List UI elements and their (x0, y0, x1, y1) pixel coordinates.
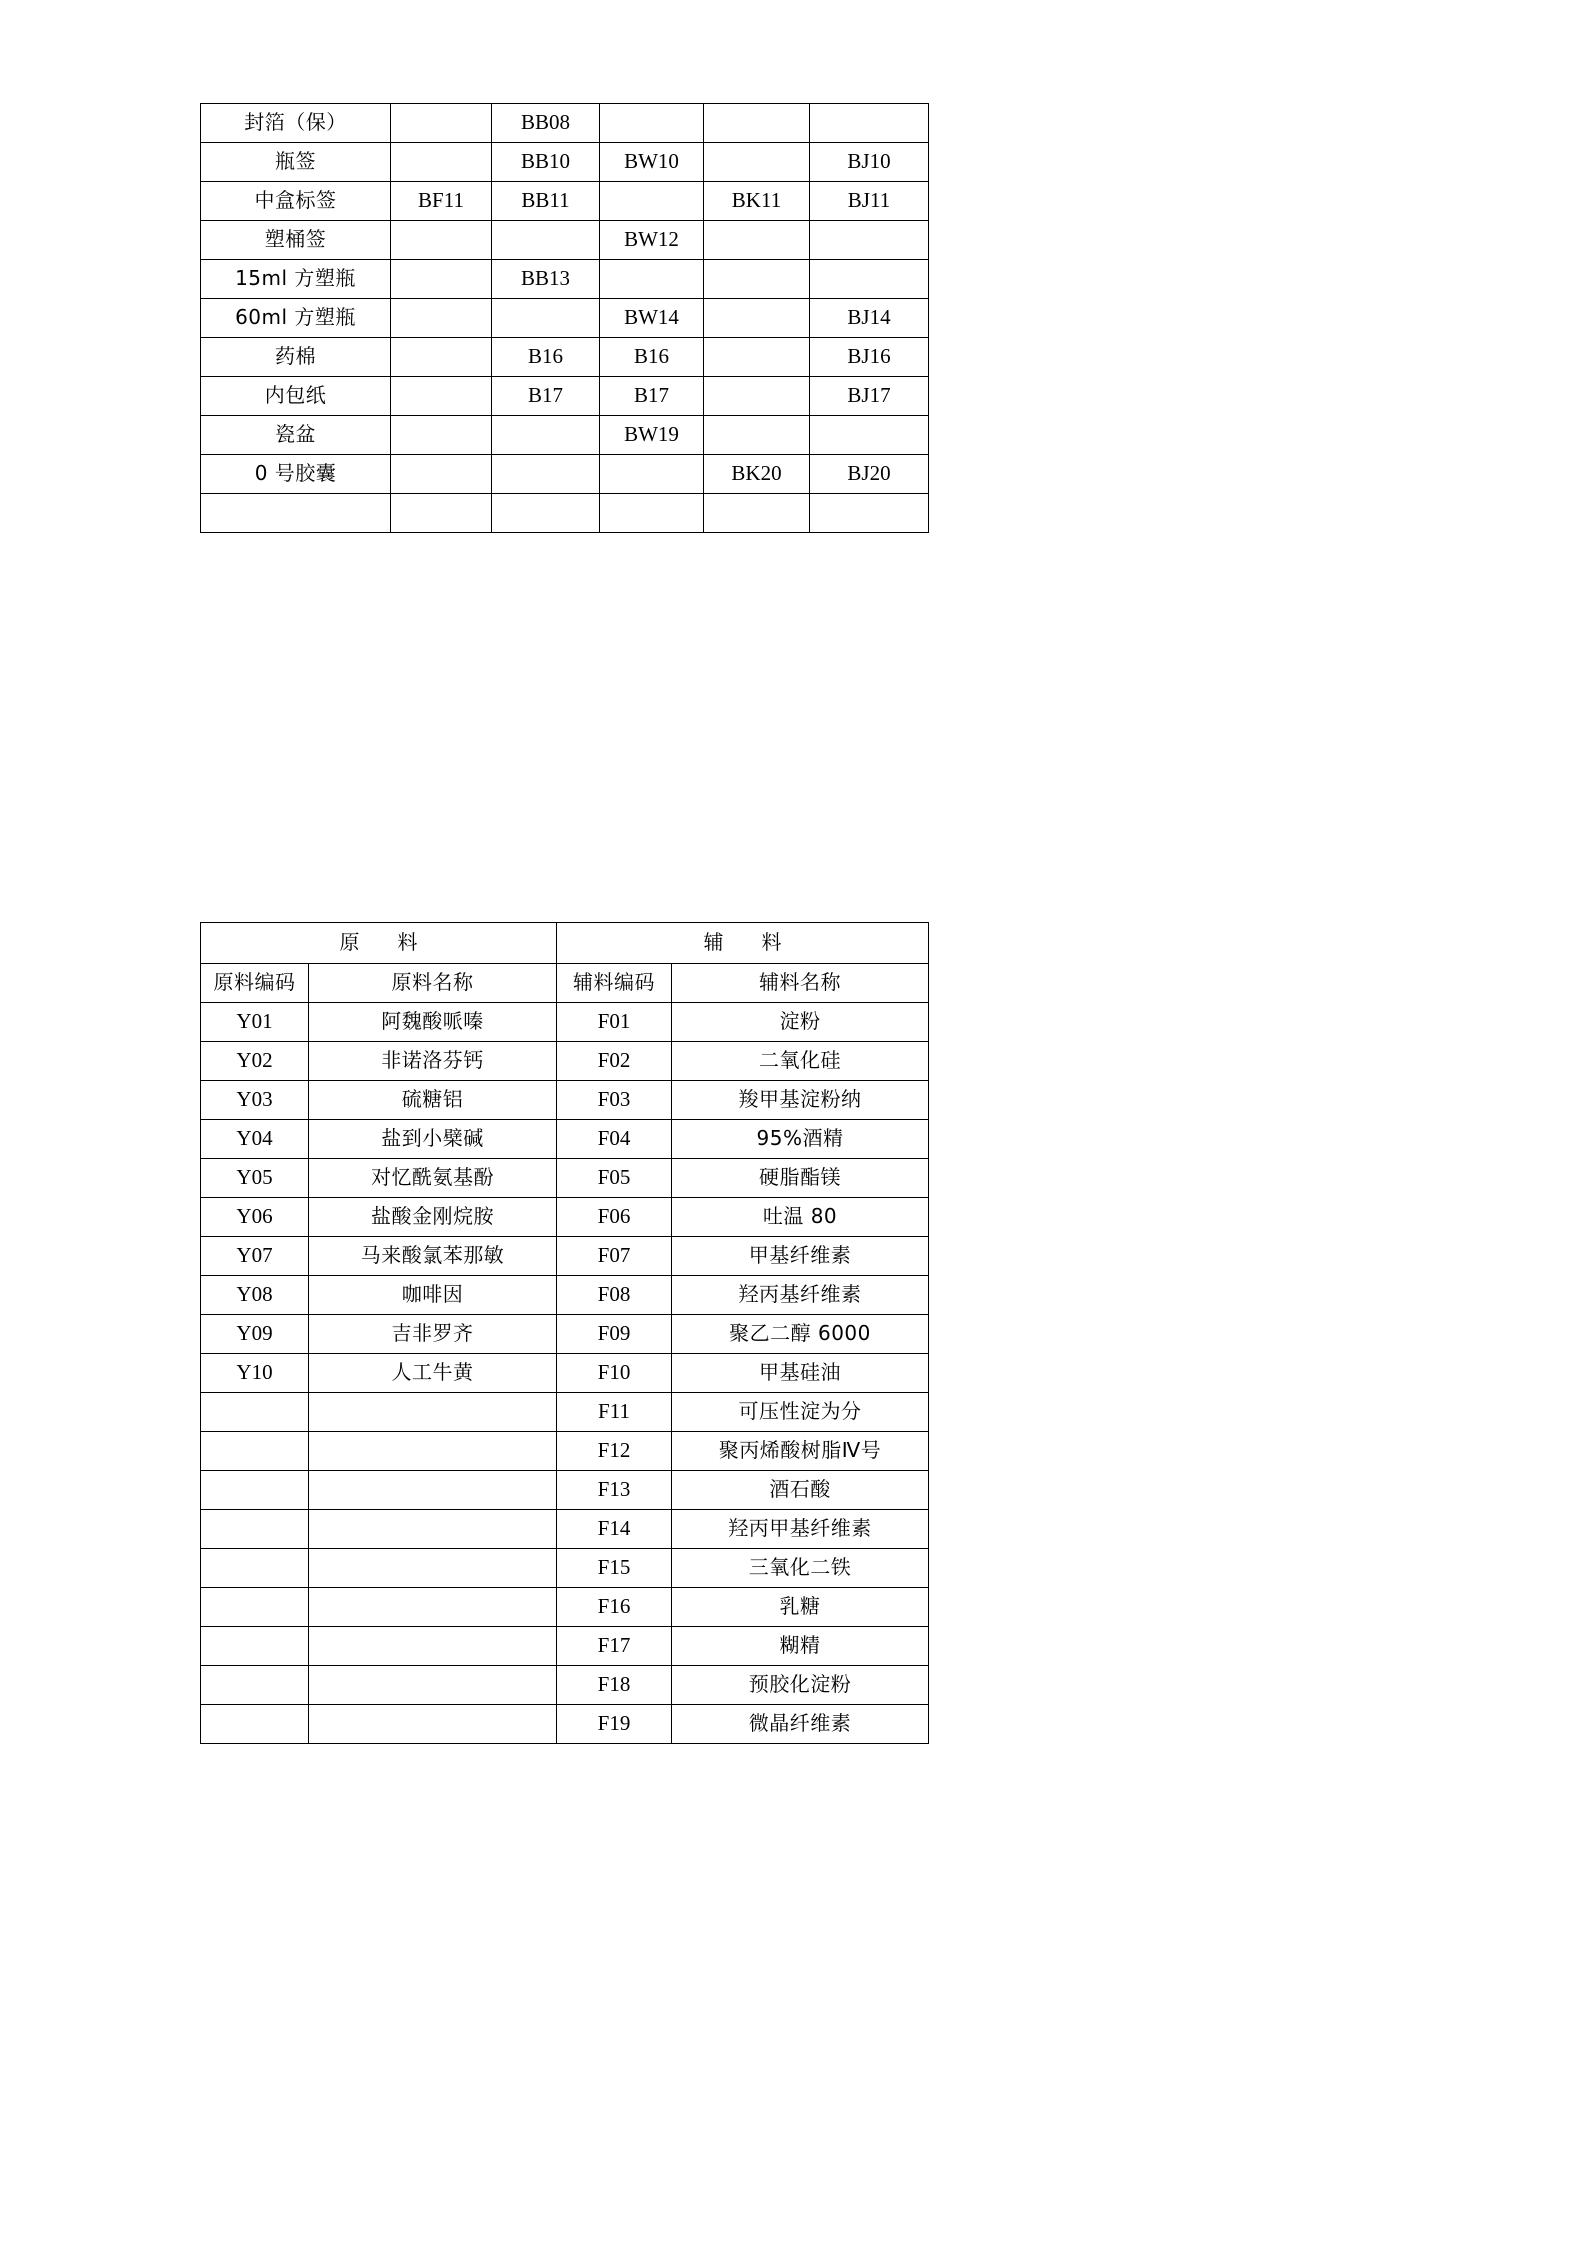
code-bb-text: BB13 (520, 266, 570, 291)
cell-material-name (201, 377, 391, 416)
raw-name-text: 阿魏酸哌嗪 (381, 1008, 484, 1033)
aux-name-text: 硬脂酯镁 (759, 1164, 841, 1189)
cell-aux-name (672, 1549, 929, 1588)
table-row (201, 416, 929, 455)
cell-code-bj (810, 182, 929, 221)
cell-code-bf (391, 416, 492, 455)
code-bj-text: BJ17 (847, 383, 891, 408)
cell-raw-name (309, 1120, 557, 1159)
material-name-text: 药棉 (275, 343, 316, 368)
cell-code-bk (704, 182, 810, 221)
cell-aux-name (672, 1588, 929, 1627)
cell-code-bj (810, 104, 929, 143)
raw-name-text: 对忆酰氨基酚 (371, 1164, 494, 1189)
aux-code-text: F06 (597, 1204, 631, 1229)
code-bw-text: BW19 (624, 422, 679, 447)
raw-code-text: Y07 (236, 1243, 273, 1268)
cell-material-name (201, 182, 391, 221)
cell-aux-name (672, 1159, 929, 1198)
column-header-aux-name-label: 辅料名称 (759, 969, 841, 994)
cell-code-bf (391, 299, 492, 338)
cell-aux-name (672, 1666, 929, 1705)
aux-name-text: 微晶纤维素 (748, 1710, 852, 1735)
cell-code-bb (492, 416, 600, 455)
cell-aux-name (672, 1510, 929, 1549)
table-row (201, 1549, 929, 1588)
cell-code-bj (810, 221, 929, 260)
cell-aux-code (557, 1393, 672, 1432)
table-row (201, 1510, 929, 1549)
raw-name-text: 吉非罗齐 (391, 1320, 474, 1345)
cell-raw-code (201, 1393, 309, 1432)
table-row (201, 1432, 929, 1471)
cell-aux-name (672, 1198, 929, 1237)
aux-code-text: F08 (597, 1282, 631, 1307)
cell-raw-code (201, 1003, 309, 1042)
aux-name-text: 可压性淀为分 (738, 1398, 862, 1423)
table-row (201, 104, 929, 143)
table-row (201, 1042, 929, 1081)
cell-raw-code (201, 1588, 309, 1627)
cell-aux-code (557, 1666, 672, 1705)
cell-raw-name (309, 1276, 557, 1315)
cell-aux-code (557, 1315, 672, 1354)
packaging-material-codes-table (200, 103, 928, 533)
raw-name-text: 咖啡因 (401, 1281, 464, 1306)
raw-name-text: 非诺洛芬钙 (381, 1047, 484, 1072)
aux-code-text: F18 (597, 1672, 631, 1697)
cell-material-name (201, 494, 391, 533)
cell-raw-name (309, 1666, 557, 1705)
aux-name-text: 预胶化淀粉 (748, 1671, 852, 1696)
raw-name-text: 盐酸金刚烷胺 (371, 1203, 494, 1228)
cell-code-bb (492, 104, 600, 143)
cell-code-bw (600, 260, 704, 299)
cell-aux-name (672, 1627, 929, 1666)
cell-code-bj (810, 416, 929, 455)
aux-code-text: F17 (597, 1633, 631, 1658)
cell-code-bw (600, 104, 704, 143)
cell-aux-code (557, 1549, 672, 1588)
cell-code-bb (492, 338, 600, 377)
aux-name-text: 吐温 80 (762, 1203, 838, 1228)
aux-code-text: F05 (597, 1165, 631, 1190)
table-row (201, 1588, 929, 1627)
column-header-aux-code (557, 964, 672, 1003)
raw-name-text: 马来酸氯苯那敏 (360, 1242, 505, 1267)
aux-code-text: F07 (597, 1243, 631, 1268)
aux-code-text: F16 (597, 1594, 631, 1619)
aux-code-text: F15 (597, 1555, 631, 1580)
group-header-auxiliary (557, 923, 929, 964)
material-name-text: 中盒标签 (254, 187, 337, 212)
cell-material-name (201, 455, 391, 494)
cell-raw-code (201, 1198, 309, 1237)
material-name-text: 15ml 方塑瓶 (235, 265, 356, 290)
group-header-auxiliary-label: 辅 料 (703, 929, 791, 954)
code-bw-text: BW10 (624, 149, 679, 174)
code-bj-text: BJ11 (847, 188, 891, 213)
table-group-header-row (201, 923, 929, 964)
cell-code-bf (391, 143, 492, 182)
cell-code-bf (391, 377, 492, 416)
cell-raw-code (201, 1276, 309, 1315)
cell-raw-name (309, 1510, 557, 1549)
table-row (201, 1705, 929, 1744)
cell-raw-name (309, 1198, 557, 1237)
table-row (201, 1666, 929, 1705)
cell-material-name (201, 416, 391, 455)
table-row (201, 143, 929, 182)
cell-raw-name (309, 1354, 557, 1393)
table-row (201, 182, 929, 221)
table-row (201, 338, 929, 377)
cell-code-bw (600, 494, 704, 533)
cell-code-bf (391, 182, 492, 221)
table-row (201, 377, 929, 416)
table-row (201, 260, 929, 299)
cell-raw-code (201, 1432, 309, 1471)
raw-code-text: Y02 (236, 1048, 273, 1073)
aux-name-text: 酒石酸 (769, 1476, 831, 1501)
table-row (201, 1315, 929, 1354)
table-row (201, 1198, 929, 1237)
cell-aux-name (672, 1120, 929, 1159)
column-header-raw-name-label: 原料名称 (391, 969, 474, 994)
aux-name-text: 淀粉 (779, 1008, 821, 1033)
code-bj-text: BJ20 (847, 461, 891, 486)
raw-code-text: Y06 (236, 1204, 273, 1229)
aux-name-text: 乳糖 (779, 1593, 821, 1618)
cell-aux-code (557, 1705, 672, 1744)
table-row (201, 299, 929, 338)
cell-aux-name (672, 1315, 929, 1354)
cell-code-bb (492, 377, 600, 416)
cell-raw-code (201, 1042, 309, 1081)
cell-code-bj (810, 377, 929, 416)
cell-raw-name (309, 1393, 557, 1432)
cell-raw-code (201, 1471, 309, 1510)
aux-code-text: F04 (597, 1126, 631, 1151)
cell-raw-name (309, 1042, 557, 1081)
cell-raw-name (309, 1237, 557, 1276)
aux-code-text: F14 (597, 1516, 631, 1541)
cell-aux-name (672, 1276, 929, 1315)
cell-code-bf (391, 338, 492, 377)
cell-aux-code (557, 1588, 672, 1627)
raw-and-auxiliary-materials-table (200, 922, 928, 1744)
cell-raw-code (201, 1159, 309, 1198)
cell-aux-name (672, 1432, 929, 1471)
aux-name-text: 二氧化硅 (759, 1047, 841, 1072)
cell-aux-name (672, 1471, 929, 1510)
code-bj-text: BJ10 (847, 149, 891, 174)
table-row (201, 1120, 929, 1159)
cell-aux-code (557, 1276, 672, 1315)
raw-code-text: Y01 (236, 1009, 273, 1034)
code-bk-text: BK11 (731, 188, 782, 213)
cell-raw-name (309, 1315, 557, 1354)
code-bw-text: BW14 (624, 305, 679, 330)
code-bb-text: BB11 (521, 188, 570, 213)
cell-raw-code (201, 1315, 309, 1354)
cell-code-bk (704, 494, 810, 533)
cell-raw-name (309, 1159, 557, 1198)
cell-aux-name (672, 1042, 929, 1081)
cell-aux-code (557, 1198, 672, 1237)
cell-code-bw (600, 182, 704, 221)
material-name-text: 60ml 方塑瓶 (235, 304, 356, 329)
aux-name-text: 甲基硅油 (759, 1359, 841, 1384)
cell-code-bj (810, 299, 929, 338)
cell-material-name (201, 260, 391, 299)
table-row (201, 1159, 929, 1198)
cell-code-bj (810, 143, 929, 182)
cell-code-bw (600, 416, 704, 455)
material-name-text: 塑桶签 (264, 226, 327, 251)
cell-aux-name (672, 1705, 929, 1744)
table-row (201, 1081, 929, 1120)
cell-aux-code (557, 1159, 672, 1198)
cell-raw-name (309, 1081, 557, 1120)
cell-code-bw (600, 299, 704, 338)
raw-name-text: 人工牛黄 (391, 1359, 474, 1384)
cell-code-bb (492, 143, 600, 182)
table-row (201, 221, 929, 260)
cell-material-name (201, 104, 391, 143)
cell-code-bk (704, 377, 810, 416)
aux-name-text: 羟丙甲基纤维素 (728, 1515, 872, 1540)
code-bj-text: BJ14 (847, 305, 891, 330)
material-name-text: 0 号胶囊 (254, 460, 337, 485)
aux-code-text: F03 (597, 1087, 631, 1112)
column-header-raw-code (201, 964, 309, 1003)
cell-aux-name (672, 1003, 929, 1042)
code-bb-text: BB10 (520, 149, 570, 174)
table-column-header-row (201, 964, 929, 1003)
column-header-aux-code-label: 辅料编码 (573, 969, 655, 994)
cell-aux-name (672, 1393, 929, 1432)
aux-code-text: F13 (597, 1477, 631, 1502)
cell-code-bb (492, 221, 600, 260)
cell-code-bb (492, 299, 600, 338)
aux-code-text: F01 (597, 1009, 631, 1034)
code-bj-text: BJ16 (847, 344, 891, 369)
aux-name-text: 95%酒精 (756, 1125, 844, 1150)
cell-raw-code (201, 1237, 309, 1276)
cell-code-bf (391, 455, 492, 494)
cell-code-bw (600, 221, 704, 260)
raw-code-text: Y04 (236, 1126, 273, 1151)
cell-raw-code (201, 1354, 309, 1393)
aux-name-text: 三氧化二铁 (748, 1554, 852, 1579)
table-row (201, 1393, 929, 1432)
cell-aux-code (557, 1003, 672, 1042)
cell-code-bk (704, 455, 810, 494)
group-header-raw (201, 923, 557, 964)
cell-aux-code (557, 1120, 672, 1159)
cell-aux-code (557, 1237, 672, 1276)
aux-name-text: 糊精 (779, 1632, 821, 1657)
cell-aux-name (672, 1237, 929, 1276)
cell-code-bk (704, 299, 810, 338)
cell-aux-code (557, 1354, 672, 1393)
code-bw-text: B16 (633, 344, 669, 369)
aux-code-text: F09 (597, 1321, 631, 1346)
cell-raw-code (201, 1666, 309, 1705)
raw-code-text: Y08 (236, 1282, 273, 1307)
raw-code-text: Y10 (236, 1360, 273, 1385)
code-bb-text: B17 (527, 383, 563, 408)
cell-raw-name (309, 1588, 557, 1627)
cell-code-bb (492, 260, 600, 299)
table-row (201, 494, 929, 533)
raw-name-text: 盐到小檗碱 (381, 1125, 484, 1150)
cell-code-bf (391, 104, 492, 143)
cell-code-bf (391, 221, 492, 260)
code-bw-text: B17 (633, 383, 669, 408)
aux-code-text: F10 (597, 1360, 631, 1385)
cell-code-bb (492, 494, 600, 533)
table-row (201, 1354, 929, 1393)
cell-raw-name (309, 1432, 557, 1471)
cell-raw-code (201, 1510, 309, 1549)
material-name-text: 瓶签 (275, 148, 316, 173)
cell-raw-name (309, 1627, 557, 1666)
cell-aux-code (557, 1510, 672, 1549)
material-name-text: 瓷盆 (275, 421, 316, 446)
cell-code-bj (810, 455, 929, 494)
code-bw-text: BW12 (624, 227, 679, 252)
cell-code-bw (600, 143, 704, 182)
table-row (201, 455, 929, 494)
cell-code-bw (600, 338, 704, 377)
aux-name-text: 羟丙基纤维素 (738, 1281, 862, 1306)
table-row (201, 1003, 929, 1042)
aux-name-text: 羧甲基淀粉纳 (738, 1086, 862, 1111)
cell-raw-code (201, 1705, 309, 1744)
code-bf-text: BF11 (418, 188, 464, 213)
cell-code-bw (600, 455, 704, 494)
table-row (201, 1471, 929, 1510)
cell-raw-code (201, 1081, 309, 1120)
cell-code-bk (704, 221, 810, 260)
cell-code-bj (810, 338, 929, 377)
aux-code-text: F19 (597, 1711, 631, 1736)
cell-code-bf (391, 260, 492, 299)
aux-name-text: 甲基纤维素 (748, 1242, 852, 1267)
cell-material-name (201, 221, 391, 260)
cell-aux-code (557, 1081, 672, 1120)
aux-code-text: F11 (598, 1399, 630, 1424)
cell-material-name (201, 143, 391, 182)
material-name-text: 封箔（保） (244, 109, 347, 134)
cell-raw-name (309, 1705, 557, 1744)
cell-raw-code (201, 1120, 309, 1159)
raw-name-text: 硫糖铝 (401, 1086, 464, 1111)
cell-material-name (201, 299, 391, 338)
cell-code-bj (810, 260, 929, 299)
cell-aux-code (557, 1471, 672, 1510)
cell-raw-name (309, 1003, 557, 1042)
table-row (201, 1627, 929, 1666)
cell-code-bf (391, 494, 492, 533)
code-bk-text: BK20 (731, 461, 782, 486)
aux-name-text: 聚乙二醇 6000 (729, 1320, 871, 1345)
cell-code-bw (600, 377, 704, 416)
cell-code-bj (810, 494, 929, 533)
aux-name-text: 聚丙烯酸树脂Ⅳ号 (718, 1437, 882, 1462)
code-bb-text: B16 (527, 344, 563, 369)
material-name-text: 内包纸 (264, 382, 327, 407)
raw-code-text: Y09 (236, 1321, 273, 1346)
cell-aux-code (557, 1042, 672, 1081)
column-header-raw-code-label: 原料编码 (213, 969, 296, 994)
cell-code-bk (704, 338, 810, 377)
cell-aux-code (557, 1627, 672, 1666)
cell-code-bb (492, 455, 600, 494)
column-header-aux-name (672, 964, 929, 1003)
column-header-raw-name (309, 964, 557, 1003)
aux-code-text: F02 (597, 1048, 631, 1073)
aux-code-text: F12 (597, 1438, 631, 1463)
cell-code-bk (704, 260, 810, 299)
table-row (201, 1237, 929, 1276)
cell-aux-code (557, 1432, 672, 1471)
cell-material-name (201, 338, 391, 377)
cell-code-bk (704, 416, 810, 455)
group-header-raw-label: 原 料 (339, 929, 427, 954)
raw-code-text: Y05 (236, 1165, 273, 1190)
cell-code-bk (704, 104, 810, 143)
cell-code-bk (704, 143, 810, 182)
cell-raw-name (309, 1471, 557, 1510)
cell-raw-name (309, 1549, 557, 1588)
cell-aux-name (672, 1354, 929, 1393)
cell-raw-code (201, 1549, 309, 1588)
raw-code-text: Y03 (236, 1087, 273, 1112)
code-bb-text: BB08 (520, 110, 570, 135)
cell-raw-code (201, 1627, 309, 1666)
cell-code-bb (492, 182, 600, 221)
table-row (201, 1276, 929, 1315)
cell-aux-name (672, 1081, 929, 1120)
